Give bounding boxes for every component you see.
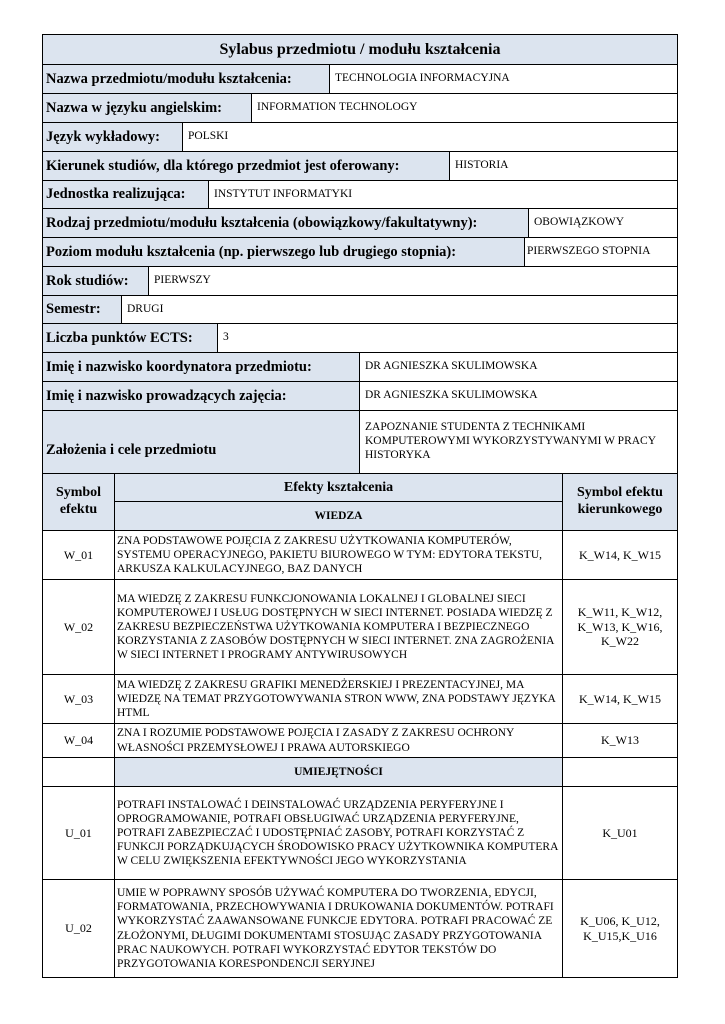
field-row-goals — [42, 411, 678, 474]
effect-code: K_W13 — [601, 733, 639, 748]
effect-symbol: W_03 — [43, 675, 115, 723]
field-row-english-name — [42, 94, 678, 123]
direction-symbol-header: Symbol efektu kierunkowego — [563, 474, 677, 530]
effects-header-title: Efekty kształcenia — [115, 474, 562, 502]
table-row — [42, 675, 678, 724]
field-row-course-name — [42, 65, 678, 94]
field-label: Imię i nazwisko koordynatora przedmiotu: — [43, 353, 360, 381]
field-row-study-field — [42, 152, 678, 181]
field-label: Jednostka realizująca: — [43, 181, 209, 208]
field-label: Imię i nazwisko prowadzących zajęcia: — [43, 382, 360, 410]
page-title: Sylabus przedmiotu / modułu kształcenia — [43, 35, 677, 64]
table-row — [42, 724, 678, 758]
field-label: Rodzaj przedmiotu/modułu kształcenia (obowiązkowy/fakultatywny): — [43, 209, 529, 237]
field-value: INSTYTUT INFORMATYKI — [214, 187, 353, 200]
field-label: Język wykładowy: — [43, 123, 183, 151]
effect-text: MA WIEDZĘ Z ZAKRESU GRAFIKI MENEDŻERSKIEJ I PREZENTACYJNEJ, MA WIEDZĘ NA TEMAT PRZYGOTOWYWANIA STRON WWW, ZNA PODSTAWY JĘZYKA HTML — [115, 675, 563, 723]
field-value: PIERWSZEGO STOPNIA — [527, 245, 651, 258]
title-row — [42, 34, 678, 65]
effect-symbol: W_04 — [43, 724, 115, 757]
effects-header — [42, 474, 678, 531]
section-label-knowledge: WIEDZA — [115, 502, 562, 530]
field-row-instructors — [42, 382, 678, 411]
field-row-unit — [42, 181, 678, 209]
effect-code: K_W14, K_W15 — [579, 691, 661, 706]
effect-symbol: U_01 — [43, 787, 115, 879]
field-value: PIERWSZY — [154, 274, 211, 287]
field-label: Kierunek studiów, dla którego przedmiot jest oferowany: — [43, 152, 450, 180]
effect-code: K_U06, K_U12, K_U15,K_U16 — [580, 914, 660, 943]
field-value: DR AGNIESZKA SKULIMOWSKA — [365, 389, 538, 402]
field-value: HISTORIA — [455, 159, 509, 172]
effect-symbol: W_01 — [43, 531, 115, 579]
syllabus-document — [42, 34, 678, 978]
table-row — [42, 531, 678, 580]
field-label: Poziom modułu kształcenia (np. pierwszego lub drugiego stopnia): — [43, 238, 525, 266]
effects-header-middle — [115, 474, 563, 530]
field-label: Rok studiów: — [43, 267, 149, 295]
effect-text: ZNA PODSTAWOWE POJĘCIA Z ZAKRESU UŻYTKOWANIA KOMPUTERÓW, SYSTEMU OPERACYJNEGO, PAKIETU BIUROWEGO W TYM: EDYTORA TEKSTU, ARKUSZA KALKULACYJNEGO, BAZ DANYCH — [115, 531, 563, 579]
table-row — [42, 580, 678, 675]
effect-text: POTRAFI INSTALOWAĆ I DEINSTALOWAĆ URZĄDZENIA PERYFERYJNE I OPROGRAMOWANIE, POTRAFI OBSŁUGIWAĆ URZĄDZENIA PERYFERYJNE, POTRAFI ZABEZPIECZAĆ I UDOSTĘPNIAĆ ZASOBY, POTRAFI KORZYSTAĆ Z FUNKCJI PORZĄDKUJĄCYCH ŚRODOWISKO PRACY UŻYTKOWNIKA KOMPUTERA W CELU ZWIĘKSZENIA EFEKTYWNOŚCI JEGO WYKORZYSTANIA — [115, 787, 563, 879]
table-row — [42, 880, 678, 978]
effect-code: K_W14, K_W15 — [579, 547, 661, 562]
section-empty-cell — [563, 758, 677, 786]
symbol-header: Symbol efektu — [43, 474, 115, 530]
section-header-skills — [42, 758, 678, 787]
effect-symbol: U_02 — [43, 880, 115, 977]
field-value: POLSKI — [188, 130, 229, 143]
field-value: ZAPOZNANIE STUDENTA Z TECHNIKAMI KOMPUTEROWYMI WYKORZYSTYWANYMI W PRACY HISTORYKA — [365, 421, 656, 461]
field-value: TECHNOLOGIA INFORMACYJNA — [335, 72, 510, 85]
effect-text: UMIE W POPRAWNY SPOSÓB UŻYWAĆ KOMPUTERA DO TWORZENIA, EDYCJI, FORMATOWANIA, PRZECHOWYWANIA I DRUKOWANIA DOKUMENTÓW. POTRAFI WYKORZYSTAĆ ZAAWANSOWANE FUNKCJE EDYTORA. POTRAFI PRACOWAĆ ZE ZŁOŻONYMI, DŁUGIMI DOKUMENTAMI STOSUJĄC ZASADY PRZYGOTOWANIA PRAC NAUKOWYCH. POTRAFI WYKORZYSTAĆ EDYTOR TEKSTÓW DO PRZYGOTOWANIA KORESPONDENCJI SERYJNEJ — [115, 880, 563, 977]
field-row-level — [42, 238, 678, 267]
field-label: Założenia i cele przedmiotu — [43, 411, 360, 473]
effect-code: K_W11, K_W12, K_W13, K_W16, K_W22 — [577, 605, 663, 649]
table-row — [42, 787, 678, 880]
effect-code: K_U01 — [602, 825, 638, 840]
section-label-skills: UMIEJĘTNOŚCI — [115, 758, 563, 786]
field-value: OBOWIĄZKOWY — [534, 216, 625, 229]
field-label: Semestr: — [43, 296, 122, 323]
effect-text: MA WIEDZĘ Z ZAKRESU FUNKCJONOWANIA LOKALNEJ I GLOBALNEJ SIECI KOMPUTEROWEJ I USŁUG DOSTĘPNYCH W SIECI INTERNET. POSIADA WIEDZĘ Z ZAKRESU BEZPIECZEŃSTWA UŻYTKOWANIA KOMPUTERA I BEZPIECZNEGO KORZYSTANIA Z ZASOBÓW DOSTĘPNYCH W SIECI INTERNET. ZNA ZAGROŻENIA W SIECI INTERNET I PROGRAMY ANTYWIRUSOWYCH — [115, 580, 563, 674]
field-value: INFORMATION TECHNOLOGY — [257, 101, 418, 114]
effect-symbol: W_02 — [43, 580, 115, 674]
field-value: DRUGI — [127, 302, 164, 315]
field-row-semester — [42, 296, 678, 324]
field-value: 3 — [223, 331, 229, 344]
field-label: Nazwa w języku angielskim: — [43, 94, 252, 122]
section-empty-cell — [43, 758, 115, 786]
field-row-year — [42, 267, 678, 296]
field-label: Liczba punktów ECTS: — [43, 324, 218, 352]
field-row-course-type — [42, 209, 678, 238]
field-label: Nazwa przedmiotu/modułu kształcenia: — [43, 65, 330, 93]
field-value: DR AGNIESZKA SKULIMOWSKA — [365, 360, 538, 373]
field-row-coordinator — [42, 353, 678, 382]
field-row-language — [42, 123, 678, 152]
field-row-ects — [42, 324, 678, 353]
effect-text: ZNA I ROZUMIE PODSTAWOWE POJĘCIA I ZASADY Z ZAKRESU OCHRONY WŁASNOŚCI PRZEMYSŁOWEJ I PRAWA AUTORSKIEGO — [115, 724, 563, 757]
